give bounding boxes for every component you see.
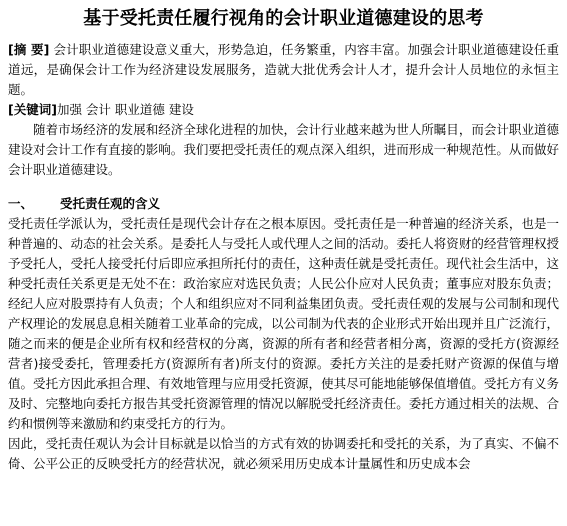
section-title: 受托责任观的含义 bbox=[60, 196, 161, 211]
keywords-paragraph bbox=[8, 100, 559, 120]
keywords-label: [关键词] bbox=[8, 102, 57, 117]
abstract-paragraph bbox=[8, 40, 559, 100]
abstract-text: 会计职业道德建设意义重大，形势急迫，任务繁重，内容丰富。加强会计职业道德建设任重道远，是确保会计工作为经济建设发展服务，造就大批优秀会计人才，提升会计人员地位的永恒主题。 bbox=[8, 42, 560, 97]
keywords-text: 加强 会计 职业道德 建设 bbox=[56, 102, 194, 117]
intro-paragraph: 随着市场经济的发展和经济全球化进程的加快，会计行业越来越为世人所瞩目，而会计职业道德建设对会计工作有直接的影响。我们要把受托责任的观点深入组织，进而形成一种规范性。从而做好会计职业道德建设。 bbox=[8, 122, 559, 177]
body-paragraph-1: 受托责任学派认为，受托责任是现代会计存在之根本原因。受托责任是一种普遍的经济关系，也是一种普遍的、动态的社会关系。是委托人与受托人或代理人之间的活动。委托人将资财的经营管理权授予受托人，受托人接受托付后即应承担所托付的责任，这种责任就是受托责任。现代社会生活中，这种受托责任关系更是无处不在：政治家应对选民负责；人民公仆应对人民负责；董事应对股东负责；经纪人应对股票持有人负责；个人和组织应对不同利益集团负责。受托责任观的发展与公司制和现代产权理论的发展息息相关随着工业革命的完成，以公司制为代表的企业形式开始出现并且广泛流行，随之而来的便是企业所有权和经营权的分离，资源的所有者和经营者相分离，资源的受托方(资源经营者)接受委托，管理委托方(资源所有者)所支付的资源。委托方关注的是委托财产资源的保值与增值。受托方因此承担合理、有效地管理与应用受托资源，使其尽可能地能够保值增值。受托方有义务及时、完整地向委托方报告其受托资源管理的情况以解脱受托经济责任。委托方通过相关的法规、合约和惯例等来激励和约束受托方的行为。 bbox=[8, 216, 559, 431]
section-number: 一、 bbox=[8, 196, 34, 211]
body-paragraph-2: 因此，受托责任观认为会计目标就是以恰当的方式有效的协调委托和受托的关系，为了真实、不偏不倚、公平公正的反映受托方的经营状况，就必须采用历史成本计量属性和历史成本会 bbox=[8, 436, 559, 471]
section-heading bbox=[8, 194, 559, 214]
abstract-label: [摘 要] bbox=[8, 42, 50, 57]
page-title: 基于受托责任履行视角的会计职业道德建设的思考 bbox=[83, 8, 484, 29]
